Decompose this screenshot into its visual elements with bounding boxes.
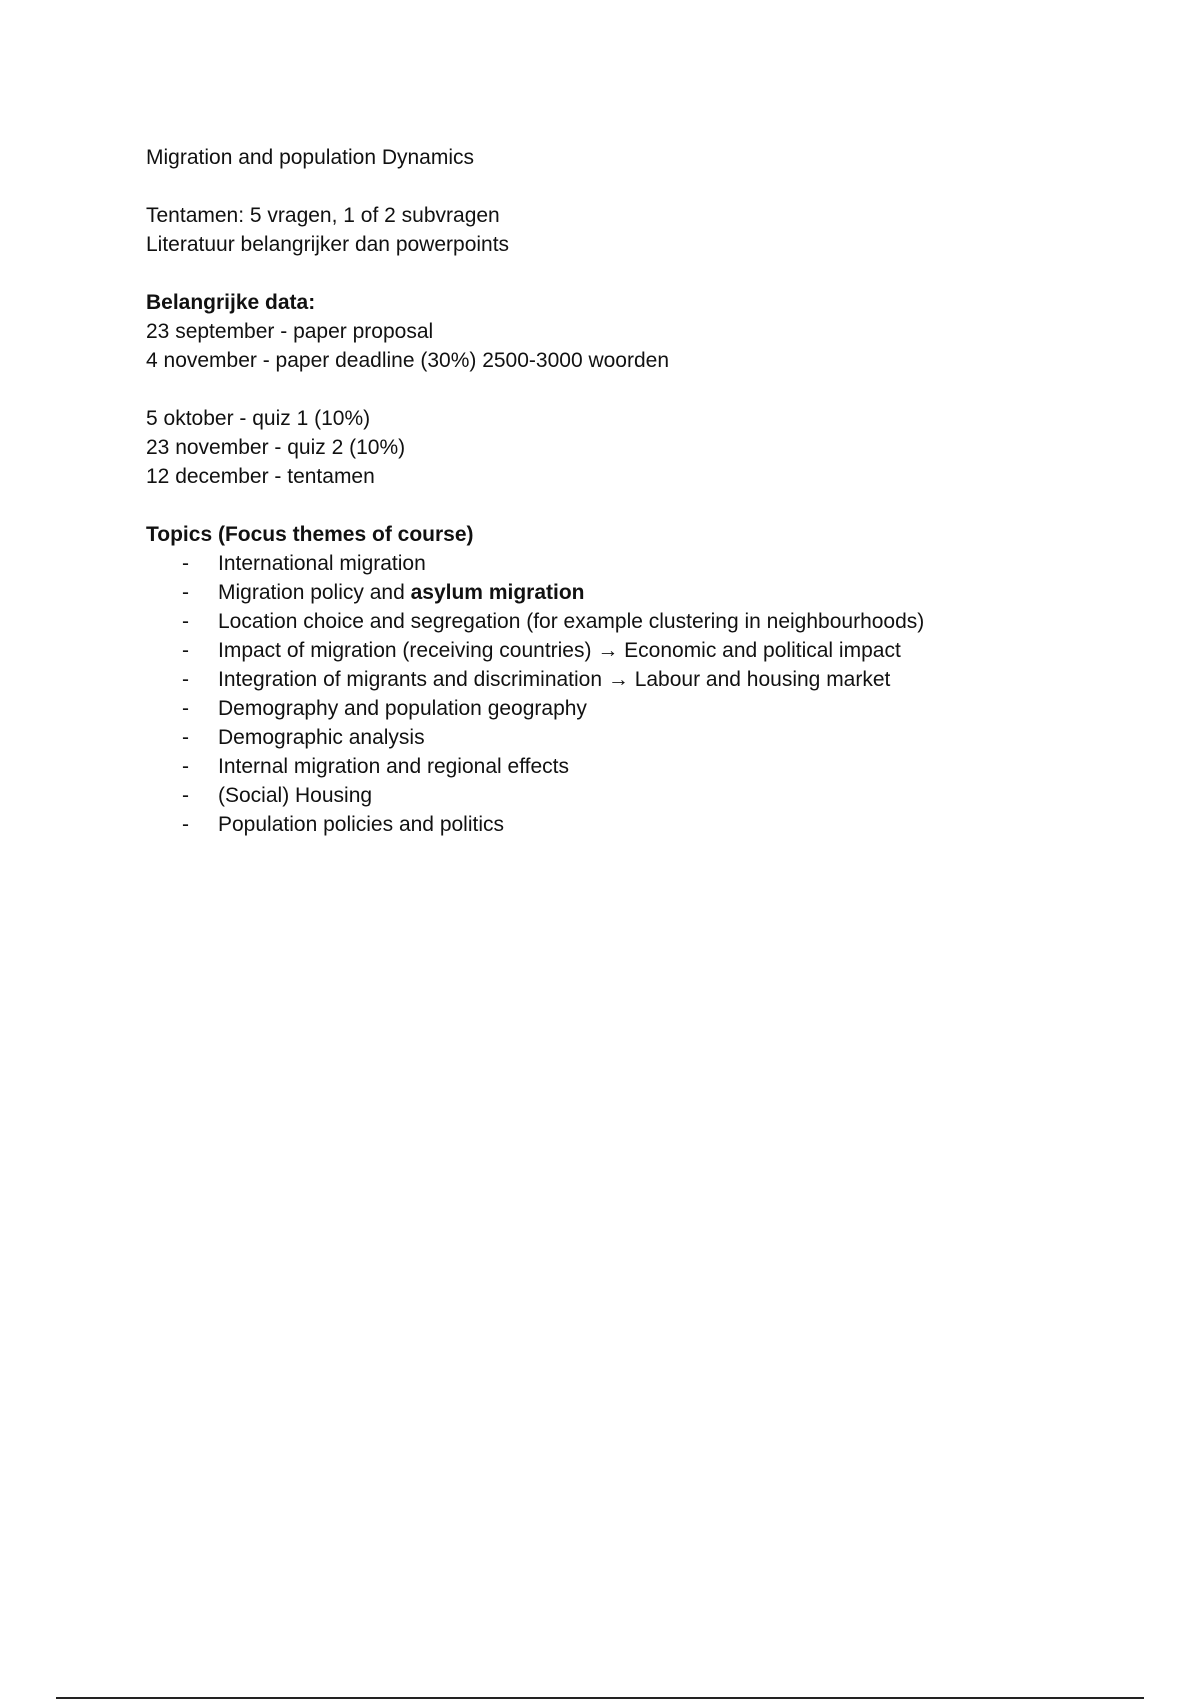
topic-text: Population policies and politics	[218, 813, 505, 836]
bullet-dash: -	[182, 784, 189, 807]
exam-info-line: Literatuur belangrijker dan powerpoints	[146, 233, 510, 256]
bullet-dash: -	[182, 668, 189, 691]
date-line: 12 december - tentamen	[146, 465, 375, 488]
important-dates-heading: Belangrijke data:	[146, 291, 316, 314]
topic-text: Impact of migration (receiving countries) → Economic and political impact	[218, 639, 901, 662]
topic-item	[146, 636, 1146, 665]
topic-item	[146, 810, 1146, 839]
exam-info-line: Tentamen: 5 vragen, 1 of 2 subvragen	[146, 204, 500, 227]
spacer	[146, 259, 1146, 288]
topics-list	[146, 549, 1146, 839]
date-line: 23 november - quiz 2 (10%)	[146, 436, 406, 459]
topic-text: Migration policy and	[218, 581, 411, 604]
topic-item	[146, 549, 1146, 578]
topic-item	[146, 578, 1146, 607]
topic-text: Internal migration and regional effects	[218, 755, 569, 778]
bullet-dash: -	[182, 639, 189, 662]
topic-bold-text: asylum migration	[410, 581, 585, 604]
topic-item	[146, 723, 1146, 752]
topic-text: (Social) Housing	[218, 784, 373, 807]
topic-text: International migration	[218, 552, 426, 575]
spacer	[146, 491, 1146, 520]
page-bottom-rule	[56, 1697, 1144, 1699]
document-page	[146, 143, 1146, 839]
topic-item	[146, 665, 1146, 694]
bullet-dash: -	[182, 581, 189, 604]
topic-text: Demographic analysis	[218, 726, 425, 749]
bullet-dash: -	[182, 755, 189, 778]
date-line: 4 november - paper deadline (30%) 2500-3000 woorden	[146, 349, 670, 372]
bullet-dash: -	[182, 726, 189, 749]
topics-heading: Topics (Focus themes of course)	[146, 523, 474, 546]
topic-text: Integration of migrants and discrimination → Labour and housing market	[218, 668, 891, 691]
bullet-dash: -	[182, 697, 189, 720]
topic-item	[146, 752, 1146, 781]
bullet-dash: -	[182, 610, 189, 633]
spacer	[146, 172, 1146, 201]
date-line: 5 oktober - quiz 1 (10%)	[146, 407, 371, 430]
topic-item	[146, 607, 1146, 636]
topic-item	[146, 781, 1146, 810]
topic-text: Demography and population geography	[218, 697, 587, 720]
date-line: 23 september - paper proposal	[146, 320, 434, 343]
bullet-dash: -	[182, 813, 189, 836]
document-title: Migration and population Dynamics	[146, 146, 475, 169]
topic-item	[146, 694, 1146, 723]
spacer	[146, 375, 1146, 404]
topic-text: Location choice and segregation (for example clustering in neighbourhoods)	[218, 610, 925, 633]
bullet-dash: -	[182, 552, 189, 575]
